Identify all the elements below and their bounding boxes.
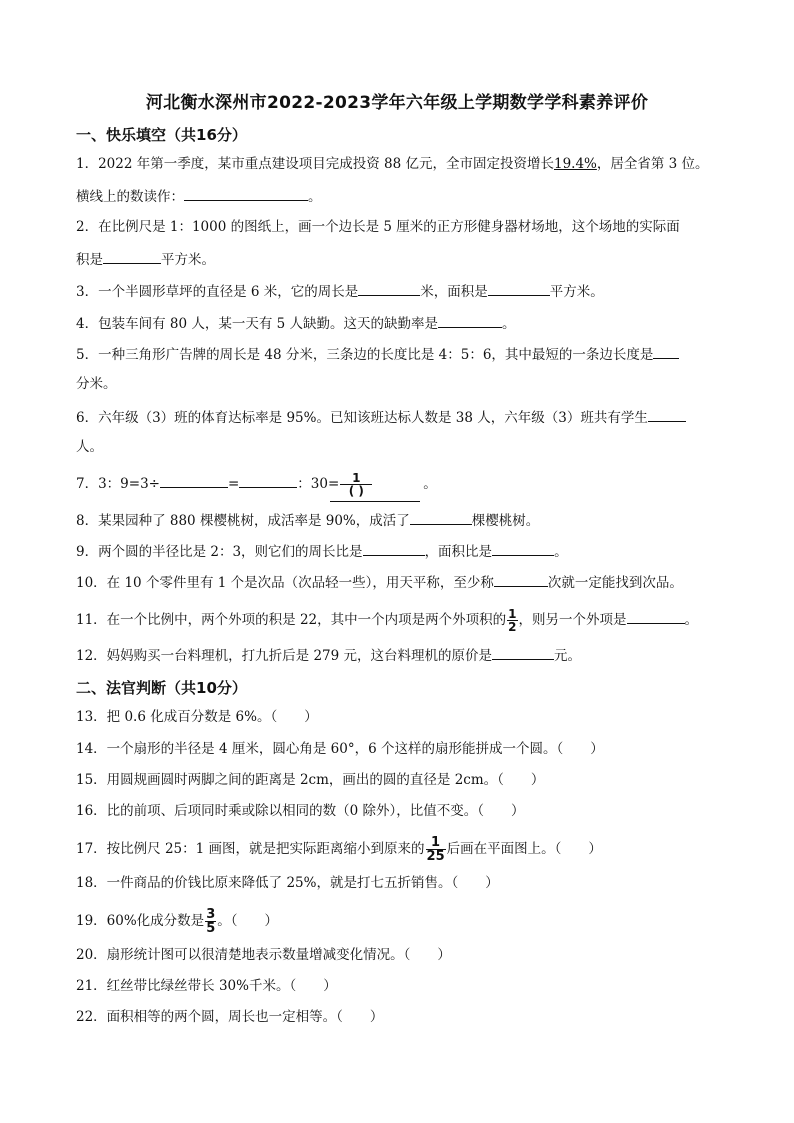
q8-text-b: 棵樱桃树。 bbox=[471, 513, 540, 529]
q1-text-line2: 横线上的数读作： bbox=[76, 189, 184, 205]
q17-text-a: 17．按比例尺 25：1 画图，就是把实际距离缩小到原来的 bbox=[76, 841, 425, 857]
answer-blank[interactable] bbox=[488, 281, 550, 296]
page-title: 河北衡水深州市2022-2023学年六年级上学期数学学科素养评价 bbox=[145, 93, 649, 113]
q10-text-b: 次就一定能找到次品。 bbox=[547, 575, 683, 591]
q11-text-a: 11．在一个比例中，两个外项的积是 22，其中一个内项是两个外项积的 bbox=[76, 612, 507, 628]
fraction-numerator: 1 bbox=[340, 472, 372, 485]
question-12 bbox=[76, 645, 724, 665]
question-3 bbox=[76, 281, 724, 301]
q7-fraction bbox=[340, 472, 372, 497]
q1-period: 。 bbox=[308, 189, 322, 205]
q7-text-b: = bbox=[227, 476, 240, 492]
question-8 bbox=[76, 510, 724, 530]
question-7 bbox=[76, 472, 724, 497]
fraction-numerator: 1 bbox=[508, 607, 517, 621]
question-22: 22．面积相等的两个圆，周长也一定相等。（ ） bbox=[76, 1009, 384, 1025]
q12-text-a: 12．妈妈购买一台料理机，打九折后是 279 元，这台料理机的原价是 bbox=[76, 648, 493, 664]
q3-text-b: 米，面积是 bbox=[420, 284, 488, 300]
q10-text-a: 10．在 10 个零件里有 1 个是次品（次品轻一些），用天平称，至少称 bbox=[76, 575, 494, 591]
answer-blank[interactable] bbox=[492, 645, 554, 660]
q17-fraction bbox=[426, 836, 446, 863]
question-21: 21．红丝带比绿丝带长 30%千米。（ ） bbox=[76, 978, 337, 994]
question-6-line-1 bbox=[76, 407, 724, 427]
q9-text-b: ，面积比是 bbox=[424, 544, 493, 560]
question-6-line-2: 人。 bbox=[76, 439, 103, 455]
question-17 bbox=[76, 836, 724, 863]
answer-blank[interactable] bbox=[103, 249, 161, 264]
question-15: 15．用圆规画圆时两脚之间的距离是 2cm，画出的圆的直径是 2cm。（ ） bbox=[76, 772, 545, 788]
q7-underline bbox=[330, 501, 420, 502]
q1-text-a: 1．2022 年第一季度，某市重点建设项目完成投资 88 亿元，全市固定投资增长 bbox=[76, 156, 554, 172]
q11-text-b: ，则另一个外项是 bbox=[518, 612, 627, 628]
q9-text-c: 。 bbox=[554, 544, 568, 560]
answer-blank[interactable] bbox=[492, 541, 554, 556]
question-11 bbox=[76, 608, 724, 633]
q3-text-a: 3．一个半圆形草坪的直径是 6 米，它的周长是 bbox=[76, 284, 359, 300]
answer-blank[interactable] bbox=[494, 572, 548, 587]
question-4 bbox=[76, 313, 724, 333]
q5-text-line1: 5．一种三角形广告牌的周长是 48 分米，三条边的长度比是 4：5：6，其中最短的一条边长度是 bbox=[76, 347, 654, 363]
fraction-numerator: 3 bbox=[206, 907, 216, 922]
q7-text-a: 7．3：9=3÷ bbox=[76, 476, 160, 492]
q6-text-line1: 6．六年级（3）班的体育达标率是 95%。已知该班达标人数是 38 人，六年级（3）班共有学生 bbox=[76, 410, 648, 426]
answer-blank[interactable] bbox=[653, 344, 679, 359]
fraction-denominator: 25 bbox=[426, 849, 445, 864]
answer-blank[interactable] bbox=[160, 473, 228, 488]
q11-text-c: 。 bbox=[684, 612, 699, 628]
question-10 bbox=[76, 572, 724, 592]
q19-fraction bbox=[205, 908, 216, 935]
q17-text-b: 后画在平面图上。（ ） bbox=[446, 841, 602, 857]
fraction-denominator: ( ) bbox=[348, 484, 364, 498]
question-5-line-1 bbox=[76, 344, 724, 364]
q1-text-b: ，居全省第 3 位。 bbox=[596, 156, 709, 172]
q8-text-a: 8．某果园种了 880 棵樱桃树，成活率是 90%，成活了 bbox=[76, 513, 410, 529]
q9-text-a: 9．两个圆的半径比是 2：3，则它们的周长比是 bbox=[76, 544, 363, 560]
q7-text-c: ：30= bbox=[297, 476, 340, 492]
question-1-line-1 bbox=[76, 155, 724, 173]
question-20: 20．扇形统计图可以很清楚地表示数量增减变化情况。（ ） bbox=[76, 947, 451, 963]
question-16: 16．比的前项、后项同时乘或除以相同的数（0 除外），比值不变。（ ） bbox=[76, 803, 525, 819]
answer-blank[interactable] bbox=[648, 407, 686, 422]
q11-fraction bbox=[507, 608, 517, 633]
q2-text-b: 平方米。 bbox=[161, 252, 215, 268]
question-19 bbox=[76, 908, 724, 935]
q19-text-a: 19．60%化成分数是 bbox=[76, 913, 205, 929]
answer-blank[interactable] bbox=[410, 510, 472, 525]
answer-blank[interactable] bbox=[358, 281, 420, 296]
q12-text-b: 元。 bbox=[554, 648, 582, 664]
q7-text-d: 。 bbox=[423, 476, 437, 492]
question-5-line-2: 分米。 bbox=[76, 376, 117, 392]
q4-text-a: 4．包装车间有 80 人，某一天有 5 人缺勤。这天的缺勤率是 bbox=[76, 316, 439, 332]
question-1-line-2 bbox=[76, 186, 724, 206]
q3-text-c: 平方米。 bbox=[549, 284, 604, 300]
question-14: 14．一个扇形的半径是 4 厘米，圆心角是 60°，6 个这样的扇形能拼成一个圆。（ ） bbox=[76, 741, 604, 757]
answer-blank[interactable] bbox=[627, 609, 685, 624]
q2-text-a: 积是 bbox=[76, 252, 103, 268]
q1-underlined-number: 19.4% bbox=[554, 156, 597, 172]
question-2-line-2 bbox=[76, 249, 724, 269]
answer-blank[interactable] bbox=[184, 186, 308, 201]
fraction-denominator: 2 bbox=[508, 620, 517, 634]
question-9 bbox=[76, 541, 724, 561]
q19-text-b: 。（ ） bbox=[217, 913, 278, 929]
fraction-denominator: 5 bbox=[206, 921, 216, 936]
q4-text-b: 。 bbox=[502, 316, 516, 332]
question-2-line-1: 2．在比例尺是 1：1000 的图纸上，画一个边长是 5 厘米的正方形健身器材场地，这个场地的实际面 bbox=[76, 219, 680, 235]
answer-blank[interactable] bbox=[239, 473, 297, 488]
section-heading-true-false: 二、法官判断（共10分） bbox=[76, 679, 247, 697]
question-18: 18．一件商品的价钱比原来降低了 25%，就是打七五折销售。（ ） bbox=[76, 875, 499, 891]
answer-blank[interactable] bbox=[438, 313, 502, 328]
question-13: 13．把 0.6 化成百分数是 6%。（ ） bbox=[76, 709, 318, 725]
answer-blank[interactable] bbox=[363, 541, 425, 556]
section-heading-fill-in: 一、快乐填空（共16分） bbox=[76, 126, 247, 144]
fraction-numerator: 1 bbox=[426, 836, 446, 850]
